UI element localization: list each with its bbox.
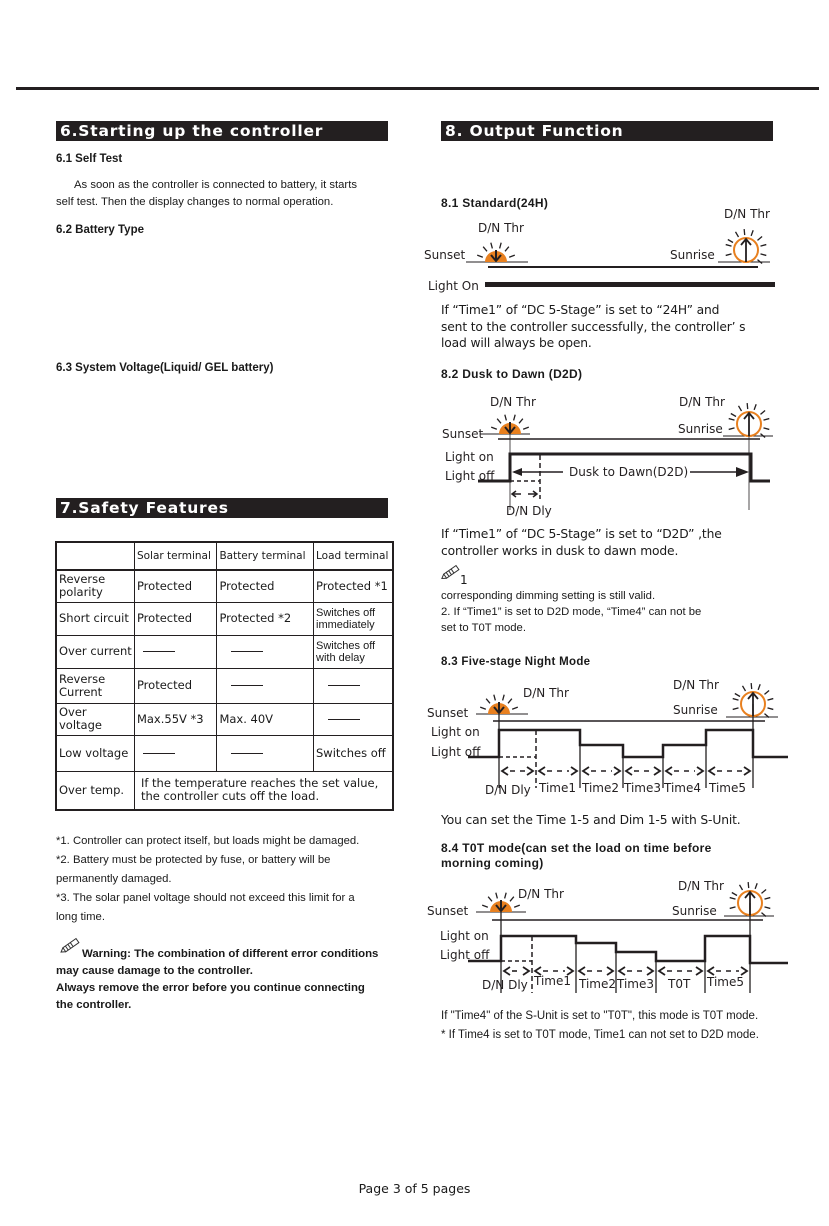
header-rule <box>16 87 819 90</box>
warning-line-3: Always remove the error before you continue connecting <box>56 982 365 994</box>
light-on-bar <box>485 282 775 287</box>
table-row <box>56 771 393 810</box>
light-off-label: Light off <box>445 469 495 483</box>
sun-ray <box>505 893 507 899</box>
sunset-icon <box>477 243 515 262</box>
sun-ray <box>754 404 756 410</box>
sun-ray <box>491 427 497 429</box>
note-line: *1. Controller can protect itself, but loads might be damaged. <box>56 835 360 847</box>
sunset-icon <box>482 893 520 912</box>
cell: Protected *2 <box>217 602 314 635</box>
section-8-3-title: 8.3 Five-stage Night Mode <box>441 656 591 668</box>
sunrise-label: Sunrise <box>670 248 715 262</box>
sun-ray <box>730 898 736 900</box>
sun-ray <box>764 907 770 909</box>
cell-dash <box>314 668 394 703</box>
sun-ray <box>496 893 498 899</box>
dash-line <box>231 651 263 652</box>
cell: Max. 40V <box>217 703 314 735</box>
sun-ray <box>730 907 736 909</box>
self-test-line-1: As soon as the controller is connected to battery, it starts <box>74 179 357 191</box>
sun-ray <box>480 707 486 709</box>
cell-dash <box>134 635 216 668</box>
light-on-label: Light on <box>431 725 480 739</box>
light-off-label: Light off <box>440 948 490 962</box>
sunrise-icon <box>726 229 767 263</box>
section-6-2-title: 6.2 Battery Type <box>56 224 144 236</box>
sun-ray <box>757 237 762 241</box>
interval-arrowheads <box>626 767 660 775</box>
interval-arrowheads <box>579 967 613 975</box>
sun-ray <box>482 905 488 907</box>
note-line: long time. <box>56 911 105 923</box>
cell: Protected <box>134 602 216 635</box>
warning-text <box>56 946 416 1014</box>
header-cell: Battery terminal <box>217 542 314 570</box>
dn-thr-label: D/N Thr <box>679 395 725 409</box>
sun-ray <box>739 406 742 411</box>
table-row <box>56 570 393 602</box>
cell-dash <box>217 635 314 668</box>
text-line: * If Time4 is set to T0T mode, Time1 can not set to D2D mode. <box>441 1029 759 1041</box>
sun-ray <box>503 695 505 701</box>
section-6-1-title: 6.1 Self Test <box>56 153 123 165</box>
sun-ray <box>519 419 523 424</box>
cell-dash <box>314 703 394 735</box>
sunset-label: Sunset <box>424 248 466 262</box>
sunset-label: Sunset <box>427 904 469 918</box>
sun-ray <box>748 882 749 888</box>
safety-features-table <box>55 541 394 811</box>
interval-label: Time1 <box>534 974 572 988</box>
sun-ray <box>505 247 509 252</box>
cell-dash <box>134 735 216 771</box>
sun-ray <box>751 230 753 236</box>
dn-dly-label: D/N Dly <box>506 504 552 518</box>
sun-ray <box>764 691 769 695</box>
section-8-2-text <box>441 526 781 559</box>
table-row <box>56 668 393 703</box>
section-6-title: 6.Starting up the controller <box>56 121 388 141</box>
interval-arrows <box>502 767 750 775</box>
interval-label: D/N Dly <box>485 783 531 797</box>
text-line: If “Time1” of “DC 5-Stage” is set to “24H” and <box>441 303 720 317</box>
load-curve <box>468 936 788 963</box>
dash-line <box>143 753 175 754</box>
section-8-title: 8. Output Function <box>441 121 773 141</box>
sun-ray <box>488 897 492 902</box>
diagram-standard-24h <box>418 205 818 295</box>
cell: Protected <box>134 668 216 703</box>
light-on-label: Light on <box>445 450 494 464</box>
header-cell: Load terminal <box>314 542 394 570</box>
sun-ray <box>477 255 483 257</box>
sun-ray <box>743 686 746 691</box>
sun-ray <box>751 683 752 689</box>
note-line: *2. Battery must be protected by fuse, or battery will be <box>56 854 331 866</box>
title-line: 8.4 T0T mode(can set the load on time before <box>441 841 712 855</box>
cell: Protected <box>134 570 216 602</box>
sun-ray <box>760 411 765 415</box>
dn-thr-label: D/N Thr <box>518 887 564 901</box>
light-off-label: Light off <box>431 745 481 759</box>
sun-ray <box>726 254 732 256</box>
section-6-1-text <box>56 177 396 211</box>
row-label: Over voltage <box>56 703 134 735</box>
sun-ray <box>732 893 737 896</box>
sun-ray <box>763 419 769 421</box>
merged-cell: If the temperature reaches the set value, the controller cuts off the load. <box>134 771 393 810</box>
sun-ray <box>523 427 529 429</box>
dash-line <box>328 685 360 686</box>
sun-ray <box>767 708 773 710</box>
note-line: *3. The solar panel voltage should not exceed this limit for a <box>56 892 355 904</box>
row-label: Low voltage <box>56 735 134 771</box>
section-8-4-title <box>441 841 712 871</box>
text-line: load will always be open. <box>441 336 592 350</box>
sun-ray <box>729 419 735 421</box>
cell: Protected <box>217 570 314 602</box>
sun-ray <box>486 699 490 704</box>
interval-label: T0T <box>668 977 691 991</box>
section-8-3-text: You can set the Time 1-5 and Dim 1-5 with S-Unit. <box>441 813 741 827</box>
sunset-label: Sunset <box>442 427 484 441</box>
title-line: morning coming) <box>441 856 544 870</box>
table-header-row <box>56 542 393 570</box>
interval-label: Time1 <box>539 781 577 795</box>
diagram-tot-mode <box>418 873 828 998</box>
dash-line <box>143 651 175 652</box>
dn-thr-label: D/N Thr <box>724 207 770 221</box>
sun-ray <box>728 240 733 243</box>
sun-ray <box>733 699 739 701</box>
sun-ray <box>500 243 502 249</box>
interval-label: Time4 <box>664 781 702 795</box>
row-label: Over temp. <box>56 771 134 810</box>
sun-ray <box>514 905 520 907</box>
dn-dly-arrow <box>512 491 537 497</box>
sun-ray <box>514 415 516 421</box>
cell: Switches off with delay <box>314 635 394 668</box>
sun-ray <box>726 245 732 247</box>
interval-arrowheads <box>619 967 653 975</box>
sun-ray <box>760 254 766 256</box>
arrow-head <box>512 468 522 476</box>
arrow-head <box>736 467 749 477</box>
sun-ray <box>761 890 766 894</box>
dash-line <box>328 719 360 720</box>
warning-line-1: Warning: The combination of different error conditions <box>82 948 379 960</box>
sun-ray <box>733 708 739 710</box>
note-line: set to T0T mode. <box>441 622 526 634</box>
table-row <box>56 602 393 635</box>
header-cell: Solar terminal <box>134 542 216 570</box>
sun-ray <box>755 883 757 889</box>
cell: Protected *1 <box>314 570 394 602</box>
interval-label: Time2 <box>582 781 620 795</box>
light-on-label: Light On <box>428 279 479 293</box>
cell: Switches off immediately <box>314 602 394 635</box>
table-row <box>56 635 393 668</box>
sun-ray <box>736 232 739 237</box>
sun-ray <box>747 403 748 409</box>
dn-thr-label: D/N Thr <box>523 686 569 700</box>
warning-line-4: the controller. <box>56 999 132 1011</box>
dash-line <box>231 685 263 686</box>
sunset-label: Sunset <box>427 706 469 720</box>
note-number: 1 <box>460 573 468 587</box>
section-7-title: 7.Safety Features <box>56 498 388 518</box>
header-cell <box>56 542 134 570</box>
sun-ray <box>497 419 501 424</box>
warning-line-2: may cause damage to the controller. <box>56 965 253 977</box>
sunrise-label: Sunrise <box>678 422 723 436</box>
sun-ray <box>508 699 512 704</box>
table-row <box>56 735 393 771</box>
sun-ray <box>509 255 515 257</box>
cell-dash <box>217 668 314 703</box>
load-curve <box>468 730 788 757</box>
table-row <box>56 703 393 735</box>
section-8-2-title: 8.2 Dusk to Dawn (D2D) <box>441 367 583 381</box>
section-8-1-text <box>441 302 781 352</box>
sun-ray <box>731 414 736 417</box>
diagram-five-stage <box>418 672 828 802</box>
cell: Switches off <box>314 735 394 771</box>
cell: Max.55V *3 <box>134 703 216 735</box>
sun-ray <box>735 694 740 697</box>
sun-ray <box>767 699 773 701</box>
section-8-1-title: 8.1 Standard(24H) <box>441 196 549 210</box>
text-line: If "Time4" of the S-Unit is set to "T0T", this mode is T0T mode. <box>441 1010 759 1022</box>
sunrise-label: Sunrise <box>672 904 717 918</box>
dn-thr-label: D/N Thr <box>673 678 719 692</box>
sun-ray <box>763 428 769 430</box>
sun-ray <box>483 247 487 252</box>
text-line: sent to the controller successfully, the controller’ s <box>441 319 746 334</box>
note-line: permanently damaged. <box>56 873 172 885</box>
sunset-icon <box>480 695 518 714</box>
interval-label: Time3 <box>624 781 662 795</box>
d2d-label: Dusk to Dawn(D2D) <box>569 465 689 479</box>
row-label: Reverse polarity <box>56 570 134 602</box>
sun-ray <box>505 415 507 421</box>
interval-label: Time2 <box>579 977 617 991</box>
dash-line <box>231 753 263 754</box>
dn-thr-label: D/N Thr <box>490 395 536 409</box>
light-on-label: Light on <box>440 929 489 943</box>
note-line: 2. If “Time1” is set to D2D mode, “Time4” can not be <box>441 606 702 618</box>
note-line: corresponding dimming setting is still valid. <box>441 590 656 602</box>
sun-ray <box>760 245 766 247</box>
sunrise-label: Sunrise <box>673 703 718 717</box>
interval-label: D/N Dly <box>482 978 528 992</box>
text-line: If “Time1” of “DC 5-Stage” is set to “D2D” ,the <box>441 527 722 541</box>
section-8-2-notes <box>441 588 786 636</box>
sun-ray <box>512 707 518 709</box>
interval-arrowheads <box>502 767 533 775</box>
sun-ray <box>740 885 743 890</box>
sun-ray <box>764 898 770 900</box>
page-number: Page 3 of 5 pages <box>358 1181 471 1196</box>
sun-ray <box>494 695 496 701</box>
cell-dash <box>217 735 314 771</box>
self-test-line-2: self test. Then the display changes to normal operation. <box>56 196 334 208</box>
sun-ray <box>729 428 735 430</box>
sun-ray <box>510 897 514 902</box>
up-arrow <box>741 239 751 262</box>
interval-label: Time5 <box>709 781 747 795</box>
section-6-3-title: 6.3 System Voltage(Liquid/ GEL battery) <box>56 362 274 374</box>
dn-thr-label: D/N Thr <box>678 879 724 893</box>
diagram-dusk-to-dawn <box>418 385 818 520</box>
dn-thr-label: D/N Thr <box>478 221 524 235</box>
sun-ray <box>744 229 745 235</box>
section-8-4-text <box>441 1007 801 1045</box>
sun-ray <box>758 684 760 690</box>
row-label: Reverse Current <box>56 668 134 703</box>
table-notes <box>56 833 406 926</box>
interval-label: Time3 <box>617 977 655 991</box>
text-line: controller works in dusk to dawn mode. <box>441 543 679 558</box>
sun-ray <box>491 243 493 249</box>
row-label: Over current <box>56 635 134 668</box>
row-label: Short circuit <box>56 602 134 635</box>
interval-label: Time5 <box>707 975 745 989</box>
